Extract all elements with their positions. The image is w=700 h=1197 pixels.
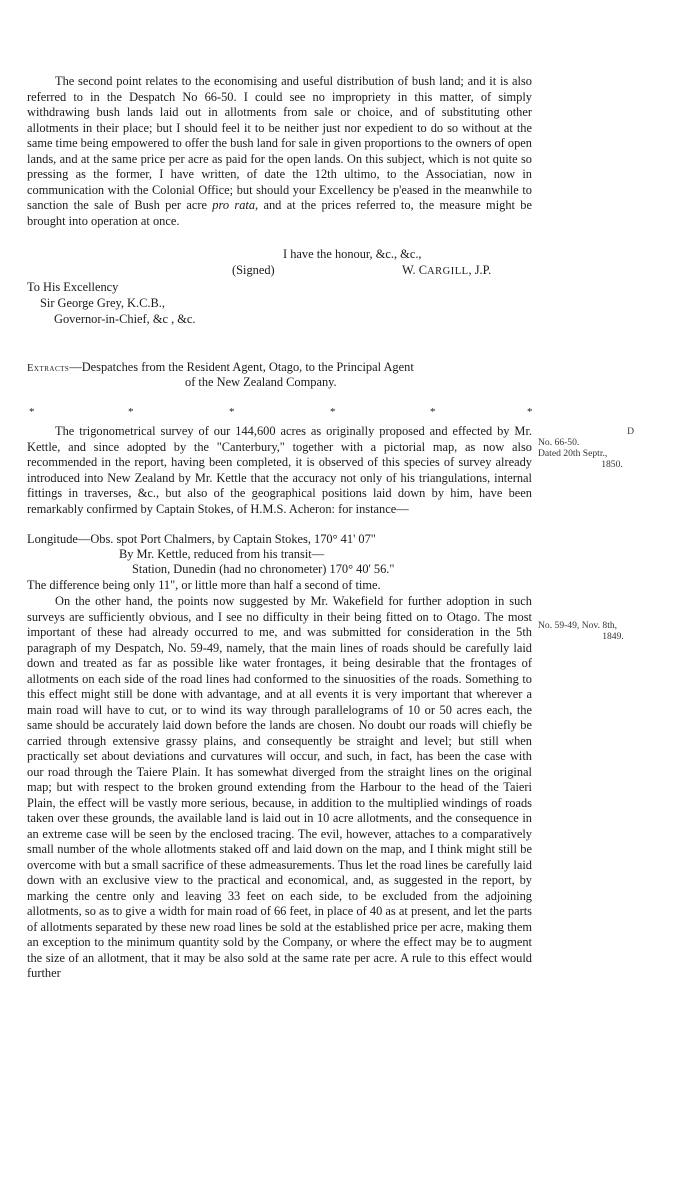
extracts-heading-line-2: of the New Zealand Company. [185,375,337,389]
paragraph-bush-land [27,74,532,229]
paragraph-text-end: , and at the prices referred to, the measure might be brought into operation at once. [27,198,532,228]
star: * [330,406,336,418]
star: * [29,406,35,418]
signer-name: W. CARGILL, J.P. [402,263,492,277]
station-line: Station, Dunedin (had no chronometer) 170° 40' 56." [132,562,395,576]
difference-line: The difference being only 11", or little more than half a second of time. [27,578,381,592]
addressee-line-3: Governor-in-Chief, &c , &c. [54,312,196,326]
star: * [128,406,134,418]
kettle-line: By Mr. Kettle, reduced from his transit— [119,547,325,561]
extracts-heading: Extracts—Despatches from the Resident Agent, Otago, to the Principal Agent [27,360,414,374]
closing-line: I have the honour, &c., &c., [283,247,422,261]
margin-note-despatch-59: No. 59-49, Nov. 8th, 1849. [538,620,624,642]
italic-phrase: pro rata [212,198,256,212]
longitude-line: Longitude—Obs. spot Port Chalmers, by Captain Stokes, 170° 41' 07" [27,532,376,546]
paragraph-text: The second point relates to the economising and useful distribution of bush land; and it is also referred to in the Despatch No 66-50. I could see no impropriety in this matter, of simply withdrawing bush lands laid out in allotments from sale or choice, and of substituting other allotments in their place; but I should feel it to be neither just nor expedient to do so without at the same time being empowered to offer the bush land for sale in given proportions to the owners of open lands, and at the same price per acre as paid for the open lands. On this subject, which is not quite so pressing as the former, I have written, of date the 12th ultimo, to the Associatian, now in communication with the Colonial Office; but should your Excellency be p'eased in the meanwhile to sanction the sale of Bush per acre [27,74,532,212]
star: * [430,406,436,418]
paragraph-roads: On the other hand, the points now suggested by Mr. Wakefield for further adoption in such surveys are sufficiently obvious, and I see no difficulty in their being fitted on to Otago. The most important of these had already occurred to me, and was submitted for consideration in the 5th paragraph of my Despatch, No. 59-49, namely, that the main lines of roads should be carefully laid down and treated as far as possible like water frontages, it being desirable that the frontages of allotments on each side of the road lines had conformed to the sinuosities of the roads. Something to this effect might still be done with advantage, and at all events it is very important that wherever a main road will have to cut, or to wind its way through parallelograms of 10 or 50 acres each, the same should be accurately laid down before the lands are chosen. No doubt our roads will chiefly be carried through extensive grassy plains, and consequently be straight and level; but still when practically set about deviations and curvatures will occur, and such, in fact, has been the case with our road through the Taiere Plain. It has somewhat diverged from the straight lines on the original map; but with respect to the broken ground extending from the Harbour to the head of the Taieri Plain, the effect will be vastly more serious, because, in addition to the multiplied windings of roads taken over these grounds, the available land is laid out in 10 acre allotments, and the consequence in an extreme case will be seen by the enclosed tracing. The evil, however, attaches to a comparatively small number of the whole allotments staked off and laid down on the map, and I think might still be overcome with but a small sacrifice of these admeasurements. Thus let the road lines be carefully laid down with an exclusive view to the practical and economical, and, as suggested in the report, by marking the centre only and leaving 33 feet on each side, to be excluded from the adjoining allotments, so as to give a width for main road of 66 feet, in place of 40 as at present, and let the parts of allotments separated by these new road lines be sold at the established price per acre, making them an exception to the minimum quantity sold by the Company, or where the effect may be to augment the size of an allotment, that it may be also sold at the same rate per acre. A rule to this effect would further [27,594,532,980]
margin-note-despatch-66: D No. 66-50. Dated 20th Septr., 1850. [538,426,634,470]
addressee-line-1: To His Excellency [27,280,119,294]
paragraph-trig-survey: The trigonometrical survey of our 144,600 acres as originally proposed and effected by Mr. Kettle, and since adopted by the "Canterbury," together with a pictorial map, as now also recommended in the report, having been completed, it is observed of this species of survey already introduced into New Zealand by Mr. Kettle that the accuracy not only of his triangulations, internal fittings in traverses, &c., but also of the geographical positions laid down by him, have been remarkably confirmed by Captain Stokes, of H.M.S. Acheron: for instance— [27,424,532,516]
star: * [229,406,235,418]
signed-label: (Signed) [232,263,275,277]
addressee-line-2: Sir George Grey, K.C.B., [40,296,165,310]
star: * [527,406,533,418]
